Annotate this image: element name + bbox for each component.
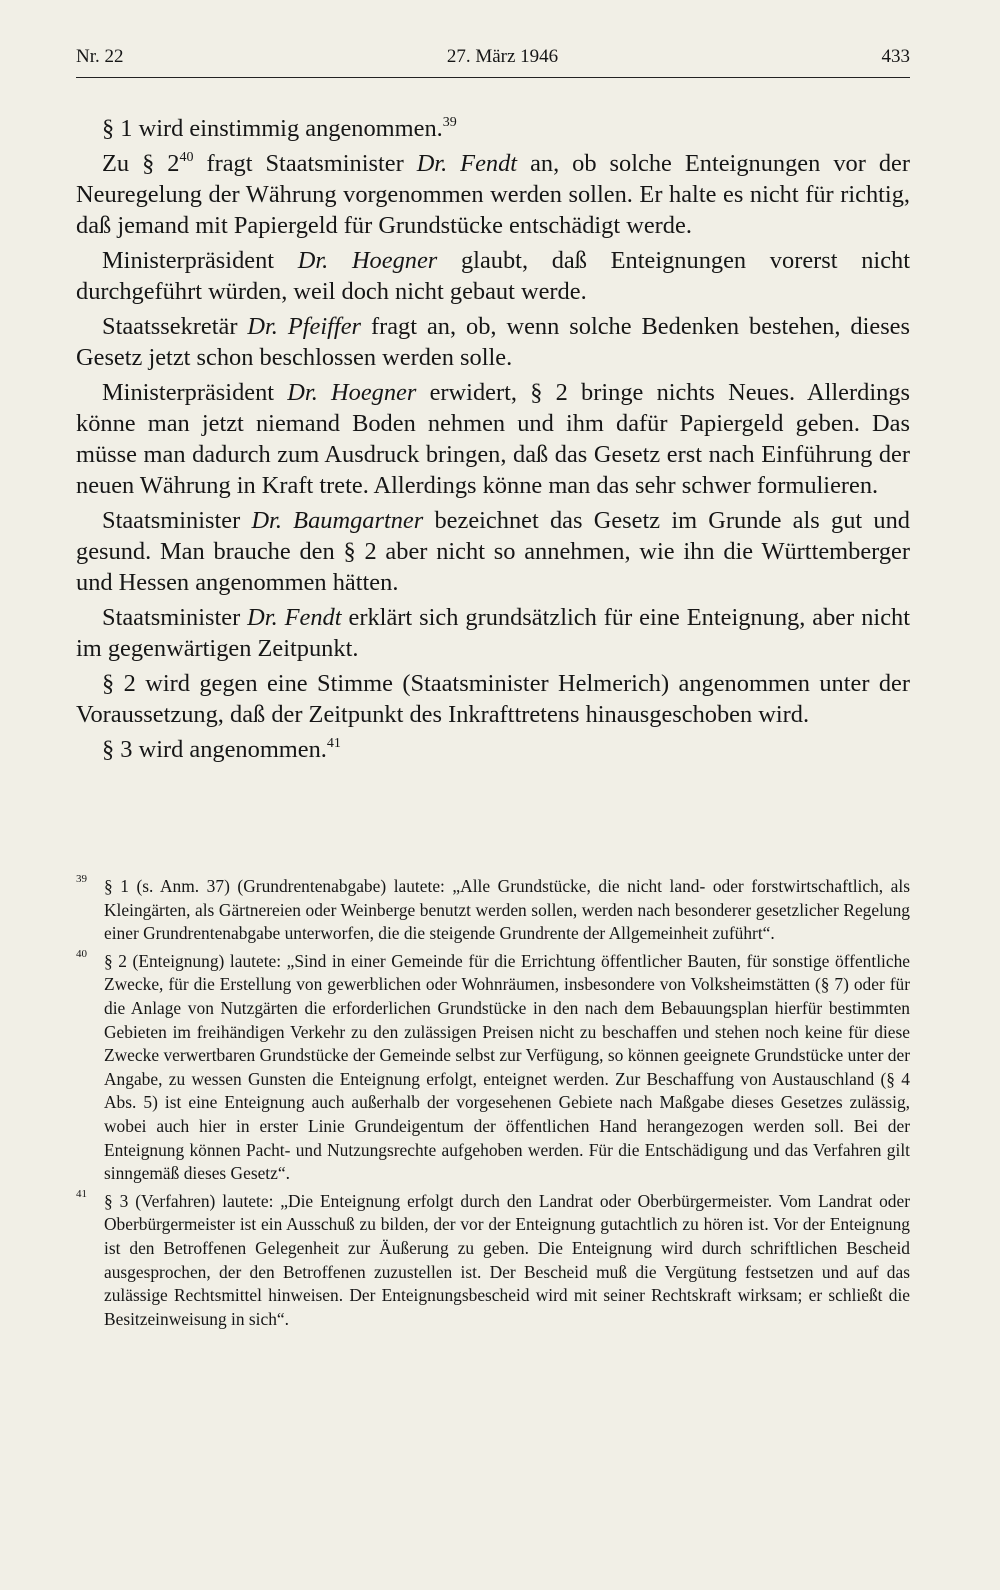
text-run: Staatsminister xyxy=(102,604,248,631)
footnotes xyxy=(76,875,910,1335)
footnote-text: § 2 (Enteignung) lautete: „Sind in einer Gemeinde für die Errichtung öffentlicher Bauten, für sonstige öffentliche Zwecke, für die Erstellung von gewerblichen oder Wohnräumen, insbesondere von Volksheimstätten (§ 7) oder für die Anlage von Nutzgärten die erforderlichen Grundstücke in den nach dem Bebauungsplan hierfür bestimmten Gebieten im freihändigen Verkehr zu den zulässigen Preisen nicht zu beschaffen und stehen noch keine für diese Zwecke verwertbaren Grundstücke der Gemeinde selbst zur Verfügung, so können geeignete Grundstücke unter der Angabe, zu wessen Gunsten die Enteignung erfolgt, enteignet werden. Zur Beschaffung von Austauschland (§ 4 Abs. 5) ist eine Enteignung auch außerhalb der vorgesehenen Gebiete nach Maßgabe dieses Gesetzes zulässig, wobei auch hier in erster Linie Grundeigentum der öffentlichen Hand herangezogen werden soll. Bei der Enteignung können Pacht- und Nutzungsrechte aufgehoben werden. Für die Entschädigung und das Verfahren gilt sinngemäß dieses Gesetz“. xyxy=(104,950,910,1184)
text-run: § 3 wird angenommen. xyxy=(102,736,327,763)
speaker-name: Dr. Fendt xyxy=(416,150,518,177)
footnote-number: 40 xyxy=(76,947,87,960)
paragraph xyxy=(76,377,910,501)
paragraph xyxy=(76,505,910,598)
running-header xyxy=(76,46,910,68)
footnote xyxy=(76,1187,910,1332)
paragraph xyxy=(76,734,910,765)
header-date: 27. März 1946 xyxy=(446,46,559,67)
paragraph xyxy=(76,148,910,241)
footnote xyxy=(76,875,910,946)
paragraph xyxy=(76,245,910,307)
text-run: fragt Staatsminister xyxy=(193,150,417,177)
text-run: an, ob solche Enteignungen vor der Neuregelung der Währung vorgenommen werden sollen. Er halte es nicht für richtig, daß jemand mit Papiergeld für Grundstücke entschädigt werde. xyxy=(76,150,910,239)
footnote-number: 41 xyxy=(76,1187,87,1200)
page-number: 433 xyxy=(881,46,910,67)
speaker-name: Dr. Hoegner xyxy=(287,379,417,406)
footnote-ref: 39 xyxy=(442,115,457,130)
text-run: erklärt sich grundsätzlich für eine Enteignung, aber nicht im gegenwärtigen Zeitpunkt. xyxy=(76,604,910,662)
paragraph xyxy=(76,668,910,730)
footnote-text: § 3 (Verfahren) lautete: „Die Enteignung erfolgt durch den Landrat oder Oberbürgermeister. Vom Landrat oder Oberbürgermeister ist ein Ausschuß zu bilden, der vor der Enteignung gutachtlich zu hören ist. Vor der Enteignung ist den Betroffenen Gelegenheit zur Äußerung zu geben. Die Enteignung wird durch schriftlichen Bescheid ausgesprochen, der den Betroffenen zuzustellen ist. Der Bescheid muß die Vergütung festsetzen und auf das zulässige Rechtsmittel hinweisen. Der Enteignungsbescheid wird mit seiner Rechtskraft wirksam; er schließt die Besitzeinweisung in sich“. xyxy=(104,1190,910,1329)
footnote-number: 39 xyxy=(76,873,87,885)
footnote-text: § 1 (s. Anm. 37) (Grundrentenabgabe) lautete: „Alle Grundstücke, die nicht land- oder forstwirtschaftlich, als Kleingärten, als Gärtnereien oder Weinberge benutzt werden sollen, werden nach besonderer gesetzlicher Regelung einer Grundrentenabgabe unterworfen, die die steigende Grundrente der Allgemeinheit zuführt“. xyxy=(104,876,910,944)
header-rule xyxy=(76,77,910,78)
text-run: Ministerpräsident xyxy=(102,379,288,406)
issue-number: Nr. 22 xyxy=(76,46,124,67)
text-run: Zu § 2 xyxy=(102,150,180,177)
footnote xyxy=(76,947,910,1186)
text-run: fragt an, ob, wenn solche Bedenken bestehen, dieses Gesetz jetzt schon beschlossen werden solle. xyxy=(76,313,910,371)
speaker-name: Dr. Fendt xyxy=(247,604,342,631)
text-run: Staatsminister xyxy=(102,507,252,534)
paragraph xyxy=(76,602,910,664)
text-run: Ministerpräsident xyxy=(102,247,298,274)
footnote-ref: 41 xyxy=(326,736,341,751)
footnote-ref: 40 xyxy=(179,150,194,165)
text-run: glaubt, daß Enteignungen vorerst nicht durchgeführt würden, weil doch nicht gebaut werde. xyxy=(76,247,910,305)
text-run: § 2 wird gegen eine Stimme (Staatsminister Helmerich) angenommen unter der Voraussetzung, daß der Zeitpunkt des Inkrafttretens hinausgeschoben wird. xyxy=(76,670,910,728)
body-text xyxy=(76,113,910,769)
paragraph xyxy=(76,113,910,144)
text-run: erwidert, § 2 bringe nichts Neues. Allerdings könne man jetzt niemand Boden nehmen und ihm dafür Papiergeld geben. Das müsse man dadurch zum Ausdruck bringen, daß das Gesetz erst nach Einführung der neuen Währung in Kraft trete. Allerdings könne man das sehr schwer formulieren. xyxy=(76,379,910,499)
text-run: Staatssekretär xyxy=(102,313,248,340)
speaker-name: Dr. Hoegner xyxy=(297,247,438,274)
text-run: § 1 wird einstimmig angenommen. xyxy=(102,115,443,142)
speaker-name: Dr. Baumgartner xyxy=(251,507,424,534)
text-run: bezeichnet das Gesetz im Grunde als gut und gesund. Man brauche den § 2 aber nicht so annehmen, wie ihn die Württemberger und Hessen angenommen hätten. xyxy=(76,507,910,596)
paragraph xyxy=(76,311,910,373)
speaker-name: Dr. Pfeiffer xyxy=(247,313,362,340)
